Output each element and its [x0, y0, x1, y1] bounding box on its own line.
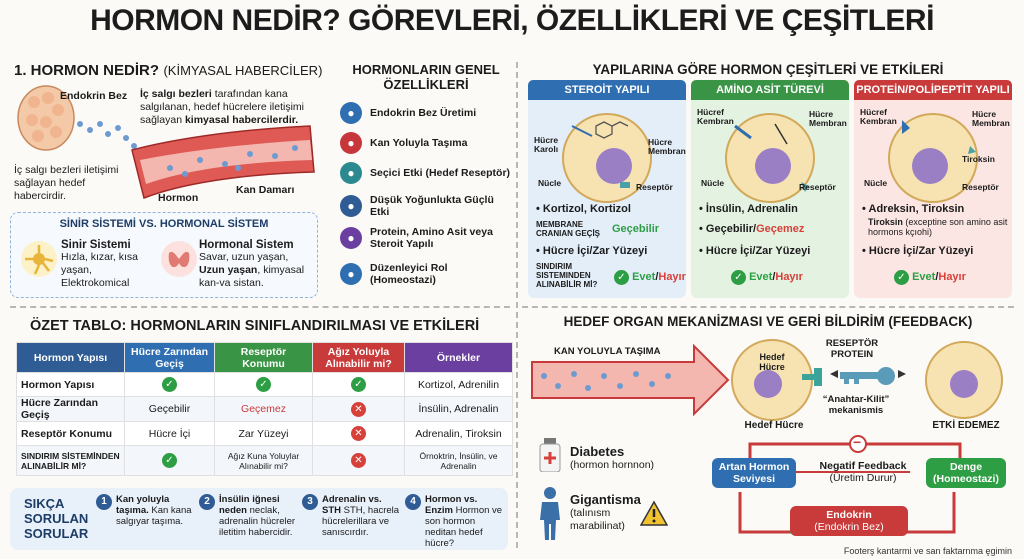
- target-title: HEDEF ORGAN MEKANİZMASI VE GERİ BİLDİRİM (FEEDBACK): [563, 314, 973, 329]
- types-title: YAPILARINA GÖRE HORMON ÇEŞİTLERİ VE ETKİLERİ: [592, 62, 944, 77]
- feature-label: Seçici Etki (Hedef Reseptör): [370, 167, 511, 179]
- hormone-description: İç salgı bezleri tarafından kana salgılanan, hedef hücrelere iletişimi sağlayan kimyasal habercilerdir.: [140, 88, 305, 126]
- table-cell: [313, 373, 405, 397]
- table-cell: Adrenalin, Tiroksin: [405, 422, 513, 446]
- right-horizontal-divider: [522, 306, 1014, 308]
- receptor-icon: ●: [340, 162, 362, 184]
- feature-label: Endokrin Bez Üretimi: [370, 107, 477, 119]
- faq-title: SIKÇA SORULAN SORULAR: [24, 496, 89, 541]
- features-title: HORMONLARIN GENEL ÖZELLİKLERİ: [352, 62, 500, 92]
- rising-hormone-box: Artan Hormon Seviyesi: [712, 458, 796, 488]
- balance-box: Denge (Homeostazi): [926, 458, 1006, 488]
- footer-text: Footerş kantarmi ve san faktarnma ęgimin: [843, 546, 1012, 556]
- table-cell: [215, 373, 313, 397]
- feature-item: [340, 194, 515, 218]
- table-header: Örnekler: [405, 343, 513, 373]
- left-horizontal-divider: [10, 306, 510, 308]
- amino-column-header: AMİNO ASİT TÜREVİ: [691, 80, 849, 100]
- vessel-label: Kan Damarı: [236, 184, 295, 196]
- faq-item: 3 Adrenalin vs. STH STH, hacrela hücrelerillara ve sanıscırdır.: [302, 494, 400, 538]
- table-cell: İnsülin, Adrenalin: [405, 397, 513, 422]
- summary-table: [16, 342, 513, 476]
- feature-label: Protein, Amino Asit veya Steroit Yapılı: [370, 226, 493, 250]
- faq-item: 1 Kan yoluyla taşıma. Kan kana salgıyar taşıma.: [96, 494, 194, 527]
- left-note: İç salgı bezleri iletişimi sağlayan hedef habercirdir.: [14, 164, 119, 202]
- cross-icon: ✕: [351, 426, 366, 441]
- steroid-column: STEROİT YAPILI Hücre Karolı Hücre Membran Nücle Reseptör • Kortizol, Kortizol MEMBRANE CRANIAN GEÇİŞ Geçebilir • Hücre İçi/Zar Yüzeyi SINDIRIM SISTEMINDEN ALINABİLİR Mİ? ✓ Evet/Hayır: [528, 80, 686, 298]
- check-icon: ✓: [256, 377, 271, 392]
- check-icon: ✓: [162, 377, 177, 392]
- receptor-label: RESEPTÖR PROTEIN: [825, 338, 879, 360]
- section1-heading: 1. HORMON NEDİR? (KİMYASAL HABERCİLER): [14, 62, 323, 79]
- table-cell: Hormon Yapısı: [17, 373, 125, 397]
- table-cell: [125, 446, 215, 476]
- table-cell: Reseptör Konumu: [17, 422, 125, 446]
- faq-item: 4 Hormon vs. Enzim Hormon ve son hormon neditan hedef hücre?: [405, 494, 503, 549]
- target-cell-label: Hedef Hücre: [744, 420, 804, 431]
- feature-label: Düşük Yoğunlukta Güçlü Etki: [370, 194, 494, 218]
- nervous-system-text: Hızla, kızar, kısa yaşan, Elektrokomical: [61, 251, 139, 289]
- key-icon: [840, 367, 895, 385]
- table-header: Reseptör Konumu: [215, 343, 313, 373]
- faq-box: [10, 488, 508, 550]
- feature-item: [340, 226, 515, 250]
- table-cell: Geçebilir: [125, 397, 215, 422]
- nervous-system-title: Sinir Sistemi: [61, 239, 131, 251]
- table-cell: [313, 446, 405, 476]
- protein-column: PROTEİN/POLİPEPTİT YAPILI Hücref Kembran Hücre Membran Tiroksin Nücle Reseptör • Adreksin, Tiroksin Tiroksin (exceptine son amino asit hormons kçıohi) • Hücre İçi/Zar Yüzeyi ✓ Evet/Hayır: [854, 80, 1012, 298]
- hormonal-system-title: Hormonal Sistem: [199, 239, 294, 251]
- steroid-column-header: STEROİT YAPILI: [528, 80, 686, 100]
- check-icon: ✓: [162, 453, 177, 468]
- disease-1: Diabetes: [570, 444, 625, 459]
- table-header: Hormon Yapısı: [17, 343, 125, 373]
- feature-label: Kan Yoluyla Taşıma: [370, 137, 468, 149]
- hormone-dots: [77, 121, 137, 149]
- table-header: Ağız Yoluyla Alınabilir mi?: [313, 343, 405, 373]
- cycle-icon: ●: [340, 263, 362, 285]
- amino-acid-column: AMİNO ASİT TÜREVİ Hücref Kembran Hücre Membran Nücle Reseptör • İnsülin, Adrenalin • Geçebilir/Geçemez • Hücre İçi/Zar Yüzeyi ✓ Evet/Hayır: [691, 80, 849, 298]
- cross-icon: ✕: [351, 402, 366, 417]
- feature-item: [340, 262, 515, 286]
- feature-item: [340, 102, 515, 124]
- warning-icon: [640, 500, 668, 526]
- table-cell: [125, 373, 215, 397]
- nervous-vs-hormonal-box: [10, 212, 318, 298]
- no-effect-label: ETKİ EDEMEZ: [932, 420, 1000, 431]
- person-icon: [538, 486, 562, 540]
- table-row: [17, 397, 513, 422]
- thyroid-icon: [161, 241, 197, 277]
- page-title: HORMON NEDİR? GÖREVLERİ, ÖZELLİKLERİ VE ÇEŞİTLERİ: [90, 4, 934, 37]
- summary-title: ÖZET TABLO: HORMONLARIN SINIFLANDIRILMASI VE ETKİLERİ: [30, 318, 480, 334]
- hormonal-system-text: Savar, uzun yaşan, Uzun yaşan, kimyasal kan-va sistan.: [199, 251, 305, 289]
- medicine-bottle-icon: [538, 438, 562, 472]
- negative-feedback-label: Negatif Feedback (Üretim Durur): [819, 460, 907, 484]
- cross-icon: ✕: [351, 453, 366, 468]
- vertical-divider: [516, 62, 518, 548]
- key-lock-label: “Anahtar-Kilit” mekanismis: [822, 394, 890, 416]
- table-cell: Kortizol, Adrenilin: [405, 373, 513, 397]
- disease-2: Gigantisma: [570, 492, 641, 507]
- feature-item: [340, 132, 515, 154]
- hormone-label: Hormon: [158, 192, 199, 204]
- neuron-icon: [21, 241, 57, 277]
- molecule-icon: ●: [340, 227, 362, 249]
- endocrine-box: Endokrin (Endokrin Bez): [790, 506, 908, 536]
- feature-item: [340, 162, 515, 184]
- table-row: [17, 373, 513, 397]
- table-cell: [313, 397, 405, 422]
- feature-label: Düzenleyici Rol (Homeostazi): [370, 262, 448, 286]
- table-header: Hücre Zarından Geçiş: [125, 343, 215, 373]
- table-cell: [313, 422, 405, 446]
- blood-drop-icon: ●: [340, 132, 362, 154]
- table-row: [17, 422, 513, 446]
- check-icon: ✓: [351, 377, 366, 392]
- transport-label: KAN YOLUYLA TAŞIMA: [554, 346, 661, 357]
- faq-item: 2 İnsülin iğnesi neden neclak, adrenalin hücreler iletitim habercidir.: [199, 494, 297, 538]
- table-cell: Ağız Kuna Yoluylar Alınabilir mi?: [215, 446, 313, 476]
- flask-icon: ●: [340, 102, 362, 124]
- protein-column-header: PROTEİN/POLİPEPTİT YAPILI: [854, 80, 1012, 100]
- table-row: [17, 446, 513, 476]
- table-cell: Hücre İçi: [125, 422, 215, 446]
- table-cell: Geçemez: [215, 397, 313, 422]
- table-cell: Örnoktrin, İnsülin, ve Adrenalin: [405, 446, 513, 476]
- dropper-icon: ●: [340, 195, 362, 217]
- table-cell: Hücre Zarından Geçiş: [17, 397, 125, 422]
- steroid-examples: • Kortizol, Kortizol: [536, 203, 631, 215]
- table-cell: Zar Yüzeyi: [215, 422, 313, 446]
- negative-sign: −: [853, 434, 862, 450]
- table-cell: SINDIRIM SİSTEMİNDEN ALINABİLİR Mİ?: [17, 446, 125, 476]
- nervous-box-title: SİNİR SİSTEMİ VS. HORMONAL SİSTEM: [59, 218, 269, 230]
- gland-label: Endokrin Bez: [60, 90, 128, 102]
